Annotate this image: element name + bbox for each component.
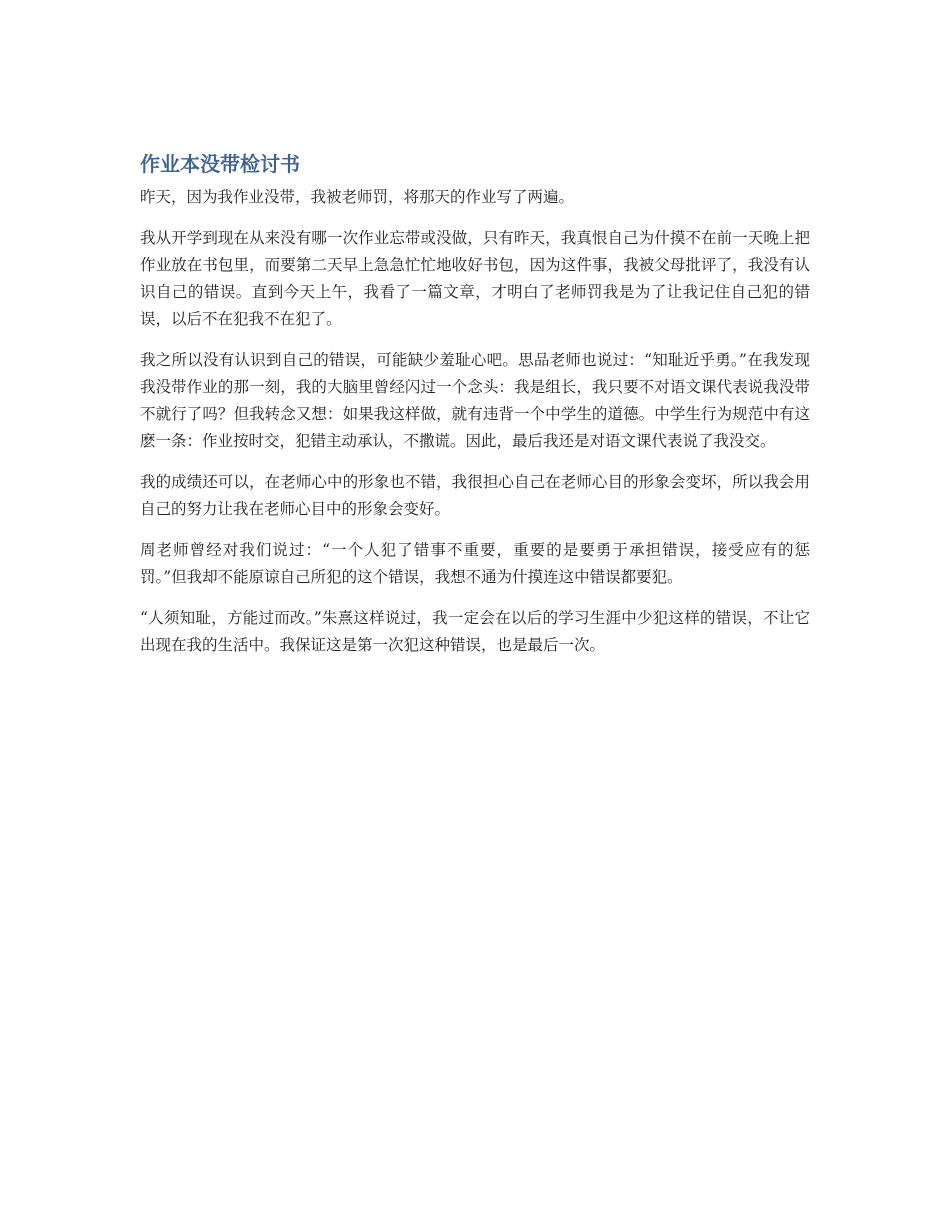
paragraph: 我从开学到现在从来没有哪一次作业忘带或没做，只有昨天，我真恨自己为什摸不在前一天晚上把作业放在书包里，而要第二天早上急急忙忙地收好书包，因为这件事，我被父母批评了，我没有认识自己的错误。直到今天上午，我看了一篇文章，才明白了老师罚我是为了让我记住自己犯的错误，以后不在犯我不在犯了。 — [140, 229, 810, 328]
paragraph: 我的成绩还可以，在老师心中的形象也不错，我很担心自己在老师心目的形象会变坏，所以我会用自己的努力让我在老师心目中的形象会变好。 — [140, 473, 810, 518]
paragraph: “人须知耻，方能过而改。”朱熹这样说过，我一定会在以后的学习生涯中少犯这样的错误，不让它出现在我的生活中。我保证这是第一次犯这种错误，也是最后一次。 — [140, 609, 810, 654]
paragraph: 周老师曾经对我们说过：“一个人犯了错事不重要，重要的是要勇于承担错误，接受应有的惩罚。”但我却不能原谅自己所犯的这个错误，我想不通为什摸连这中错误都要犯。 — [140, 541, 810, 586]
paragraph: 昨天，因为我作业没带，我被老师罚，将那天的作业写了两遍。 — [140, 188, 575, 206]
document-page — [140, 150, 810, 673]
document-title: 作业本没带检讨书 — [140, 152, 300, 176]
paragraph: 我之所以没有认识到自己的错误，可能缺少羞耻心吧。思品老师也说过：“知耻近乎勇。”在我发现我没带作业的那一刻，我的大脑里曾经闪过一个念头：我是组长，我只要不对语文课代表说我没带不就行了吗？但我转念又想：如果我这样做，就有违背一个中学生的道德。中学生行为规范中有这麽一条：作业按时交，犯错主动承认，不撒谎。因此，最后我还是对语文课代表说了我没交。 — [140, 351, 810, 450]
